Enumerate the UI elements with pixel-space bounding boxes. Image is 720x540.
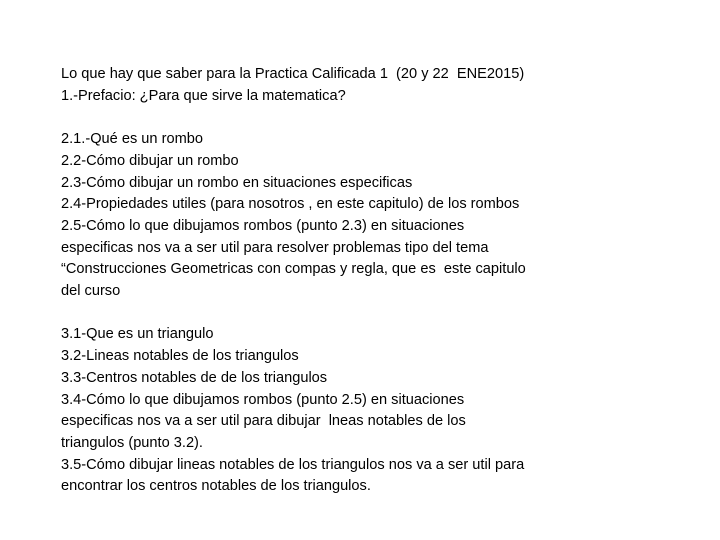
section-3-line: 3.3-Centros notables de de los triangulos: [61, 369, 328, 386]
section-3-line: 3.4-Cómo lo que dibujamos rombos (punto 2.5) en situaciones: [61, 391, 465, 408]
section-2-line: 2.4-Propiedades utiles (para nosotros , en este capitulo) de los rombos: [61, 196, 520, 213]
prefacio-line: 1.-Prefacio: ¿Para que sirve la matematica?: [61, 87, 346, 104]
section-3-line: encontrar los centros notables de los triangulos.: [61, 478, 371, 495]
paragraph-spacer: [61, 107, 661, 129]
document-title: Lo que hay que saber para la Practica Calificada 1 (20 y 22 ENE2015): [61, 66, 525, 82]
section-2-line: 2.1.-Qué es un rombo: [61, 131, 203, 148]
paragraph-spacer: [61, 303, 661, 325]
document-body: [61, 64, 661, 498]
section-2-line: 2.2-Cómo dibujar un rombo: [61, 152, 239, 169]
section-2-line: 2.3-Cómo dibujar un rombo en situaciones especificas: [61, 174, 413, 191]
section-3-line: 3.2-Lineas notables de los triangulos: [61, 348, 299, 365]
section-3-list: [61, 324, 661, 498]
section-2-line: 2.5-Cómo lo que dibujamos rombos (punto 2.3) en situaciones: [61, 217, 465, 234]
section-3-line: triangulos (punto 3.2).: [61, 434, 203, 451]
section-3-line: especificas nos va a ser util para dibujar lneas notables de los: [61, 413, 466, 430]
section-2-line: del curso: [61, 283, 121, 300]
section-2-line: “Construcciones Geometricas con compas y regla, que es este capitulo: [61, 261, 526, 278]
section-2-line: especificas nos va a ser util para resolver problemas tipo del tema: [61, 239, 489, 256]
section-3-line: 3.5-Cómo dibujar lineas notables de los triangulos nos va a ser util para: [61, 456, 525, 473]
section-3-line: 3.1-Que es un triangulo: [61, 326, 214, 343]
section-2-list: [61, 129, 661, 303]
